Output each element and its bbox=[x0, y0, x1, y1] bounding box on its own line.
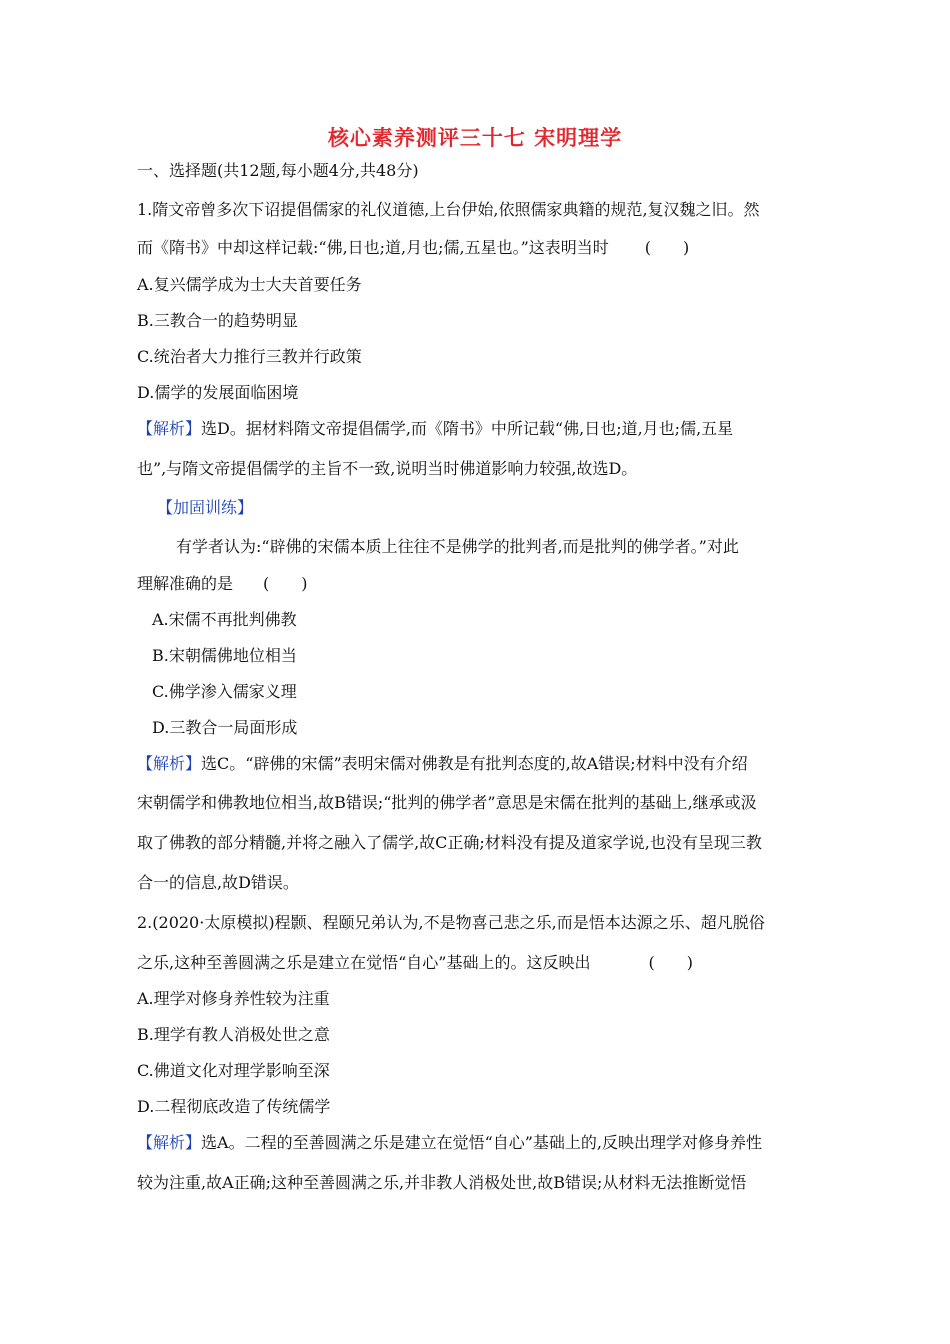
q1-option-a: A.复兴儒学成为士大夫首要任务 bbox=[137, 275, 362, 294]
q2-analysis-tag: 【解析】 bbox=[137, 1133, 202, 1152]
reinforce-option-a: A.宋儒不再批判佛教 bbox=[152, 610, 297, 629]
reinforce-analysis-line4: 合一的信息,故D错误。 bbox=[137, 873, 299, 892]
q1-option-c: C.统治者大力推行三教并行政策 bbox=[137, 347, 362, 366]
q1-analysis-line1 bbox=[137, 418, 733, 440]
reinforce-analysis-line3: 取了佛教的部分精髓,并将之融入了儒学,故C正确;材料没有提及道家学说,也没有呈现三教 bbox=[137, 833, 762, 852]
reinforce-analysis-line2: 宋朝儒学和佛教地位相当,故B错误;“批判的佛学者”意思是宋儒在批判的基础上,继承或汲 bbox=[137, 793, 757, 812]
q2-analysis-line1 bbox=[137, 1132, 762, 1154]
q1-stem-line1: 1.隋文帝曾多次下诏提倡儒家的礼仪道德,上台伊始,依照儒家典籍的规范,复汉魏之旧。然 bbox=[137, 200, 760, 219]
q2-stem-text: 之乐,这种至善圆满之乐是建立在觉悟“自心”基础上的。这反映出 bbox=[137, 953, 591, 972]
q2-answer-paren: ( ) bbox=[648, 953, 693, 972]
q2-option-c: C.佛道文化对理学影响至深 bbox=[137, 1061, 330, 1080]
q2-analysis-text: 选A。二程的至善圆满之乐是建立在觉悟“自心”基础上的,反映出理学对修身养性 bbox=[201, 1133, 763, 1152]
q1-analysis-tag: 【解析】 bbox=[137, 419, 202, 438]
reinforce-answer-paren: ( ) bbox=[263, 574, 308, 593]
reinforce-tag: 【加固训练】 bbox=[157, 498, 254, 517]
q2-option-b: B.理学有教人消极处世之意 bbox=[137, 1025, 330, 1044]
reinforce-option-b: B.宋朝儒佛地位相当 bbox=[152, 646, 297, 665]
q1-stem-line2 bbox=[137, 237, 690, 259]
q2-option-a: A.理学对修身养性较为注重 bbox=[137, 989, 330, 1008]
section-header: 一、选择题(共12题,每小题4分,共48分) bbox=[137, 161, 419, 180]
q2-analysis-line2: 较为注重,故A正确;这种至善圆满之乐,并非教人消极处世,故B错误;从材料无法推断觉悟 bbox=[137, 1173, 747, 1192]
reinforce-option-d: D.三教合一局面形成 bbox=[152, 718, 298, 737]
q1-option-b: B.三教合一的趋势明显 bbox=[137, 311, 298, 330]
q1-stem-text: 而《隋书》中却这样记载:“佛,日也;道,月也;儒,五星也。”这表明当时 bbox=[137, 238, 609, 257]
q2-option-d: D.二程彻底改造了传统儒学 bbox=[137, 1097, 331, 1116]
reinforce-stem-line1: 有学者认为:“辟佛的宋儒本质上往往不是佛学的批判者,而是批判的佛学者。”对此 bbox=[176, 537, 739, 556]
q1-answer-paren: ( ) bbox=[644, 238, 690, 257]
q2-stem-line2 bbox=[137, 952, 693, 974]
q1-analysis-text: 选D。据材料隋文帝提倡儒学,而《隋书》中所记载“佛,日也;道,月也;儒,五星 bbox=[201, 419, 734, 438]
q1-option-d: D.儒学的发展面临困境 bbox=[137, 383, 299, 402]
q1-analysis-line2: 也”,与隋文帝提倡儒学的主旨不一致,说明当时佛道影响力较强,故选D。 bbox=[137, 459, 638, 478]
reinforce-analysis-text: 选C。“辟佛的宋儒”表明宋儒对佛教是有批判态度的,故A错误;材料中没有介绍 bbox=[201, 754, 748, 773]
reinforce-option-c: C.佛学渗入儒家义理 bbox=[152, 682, 297, 701]
reinforce-stem-text: 理解准确的是 bbox=[137, 574, 234, 593]
reinforce-analysis-tag: 【解析】 bbox=[137, 754, 202, 773]
page-title: 核心素养测评三十七 宋明理学 bbox=[327, 126, 623, 150]
reinforce-stem-line2 bbox=[137, 573, 308, 595]
q2-stem-line1: 2.(2020·太原模拟)程颢、程颐兄弟认为,不是物喜己悲之乐,而是悟本达源之乐、超凡脱俗 bbox=[137, 913, 765, 932]
reinforce-analysis-line1 bbox=[137, 753, 748, 775]
